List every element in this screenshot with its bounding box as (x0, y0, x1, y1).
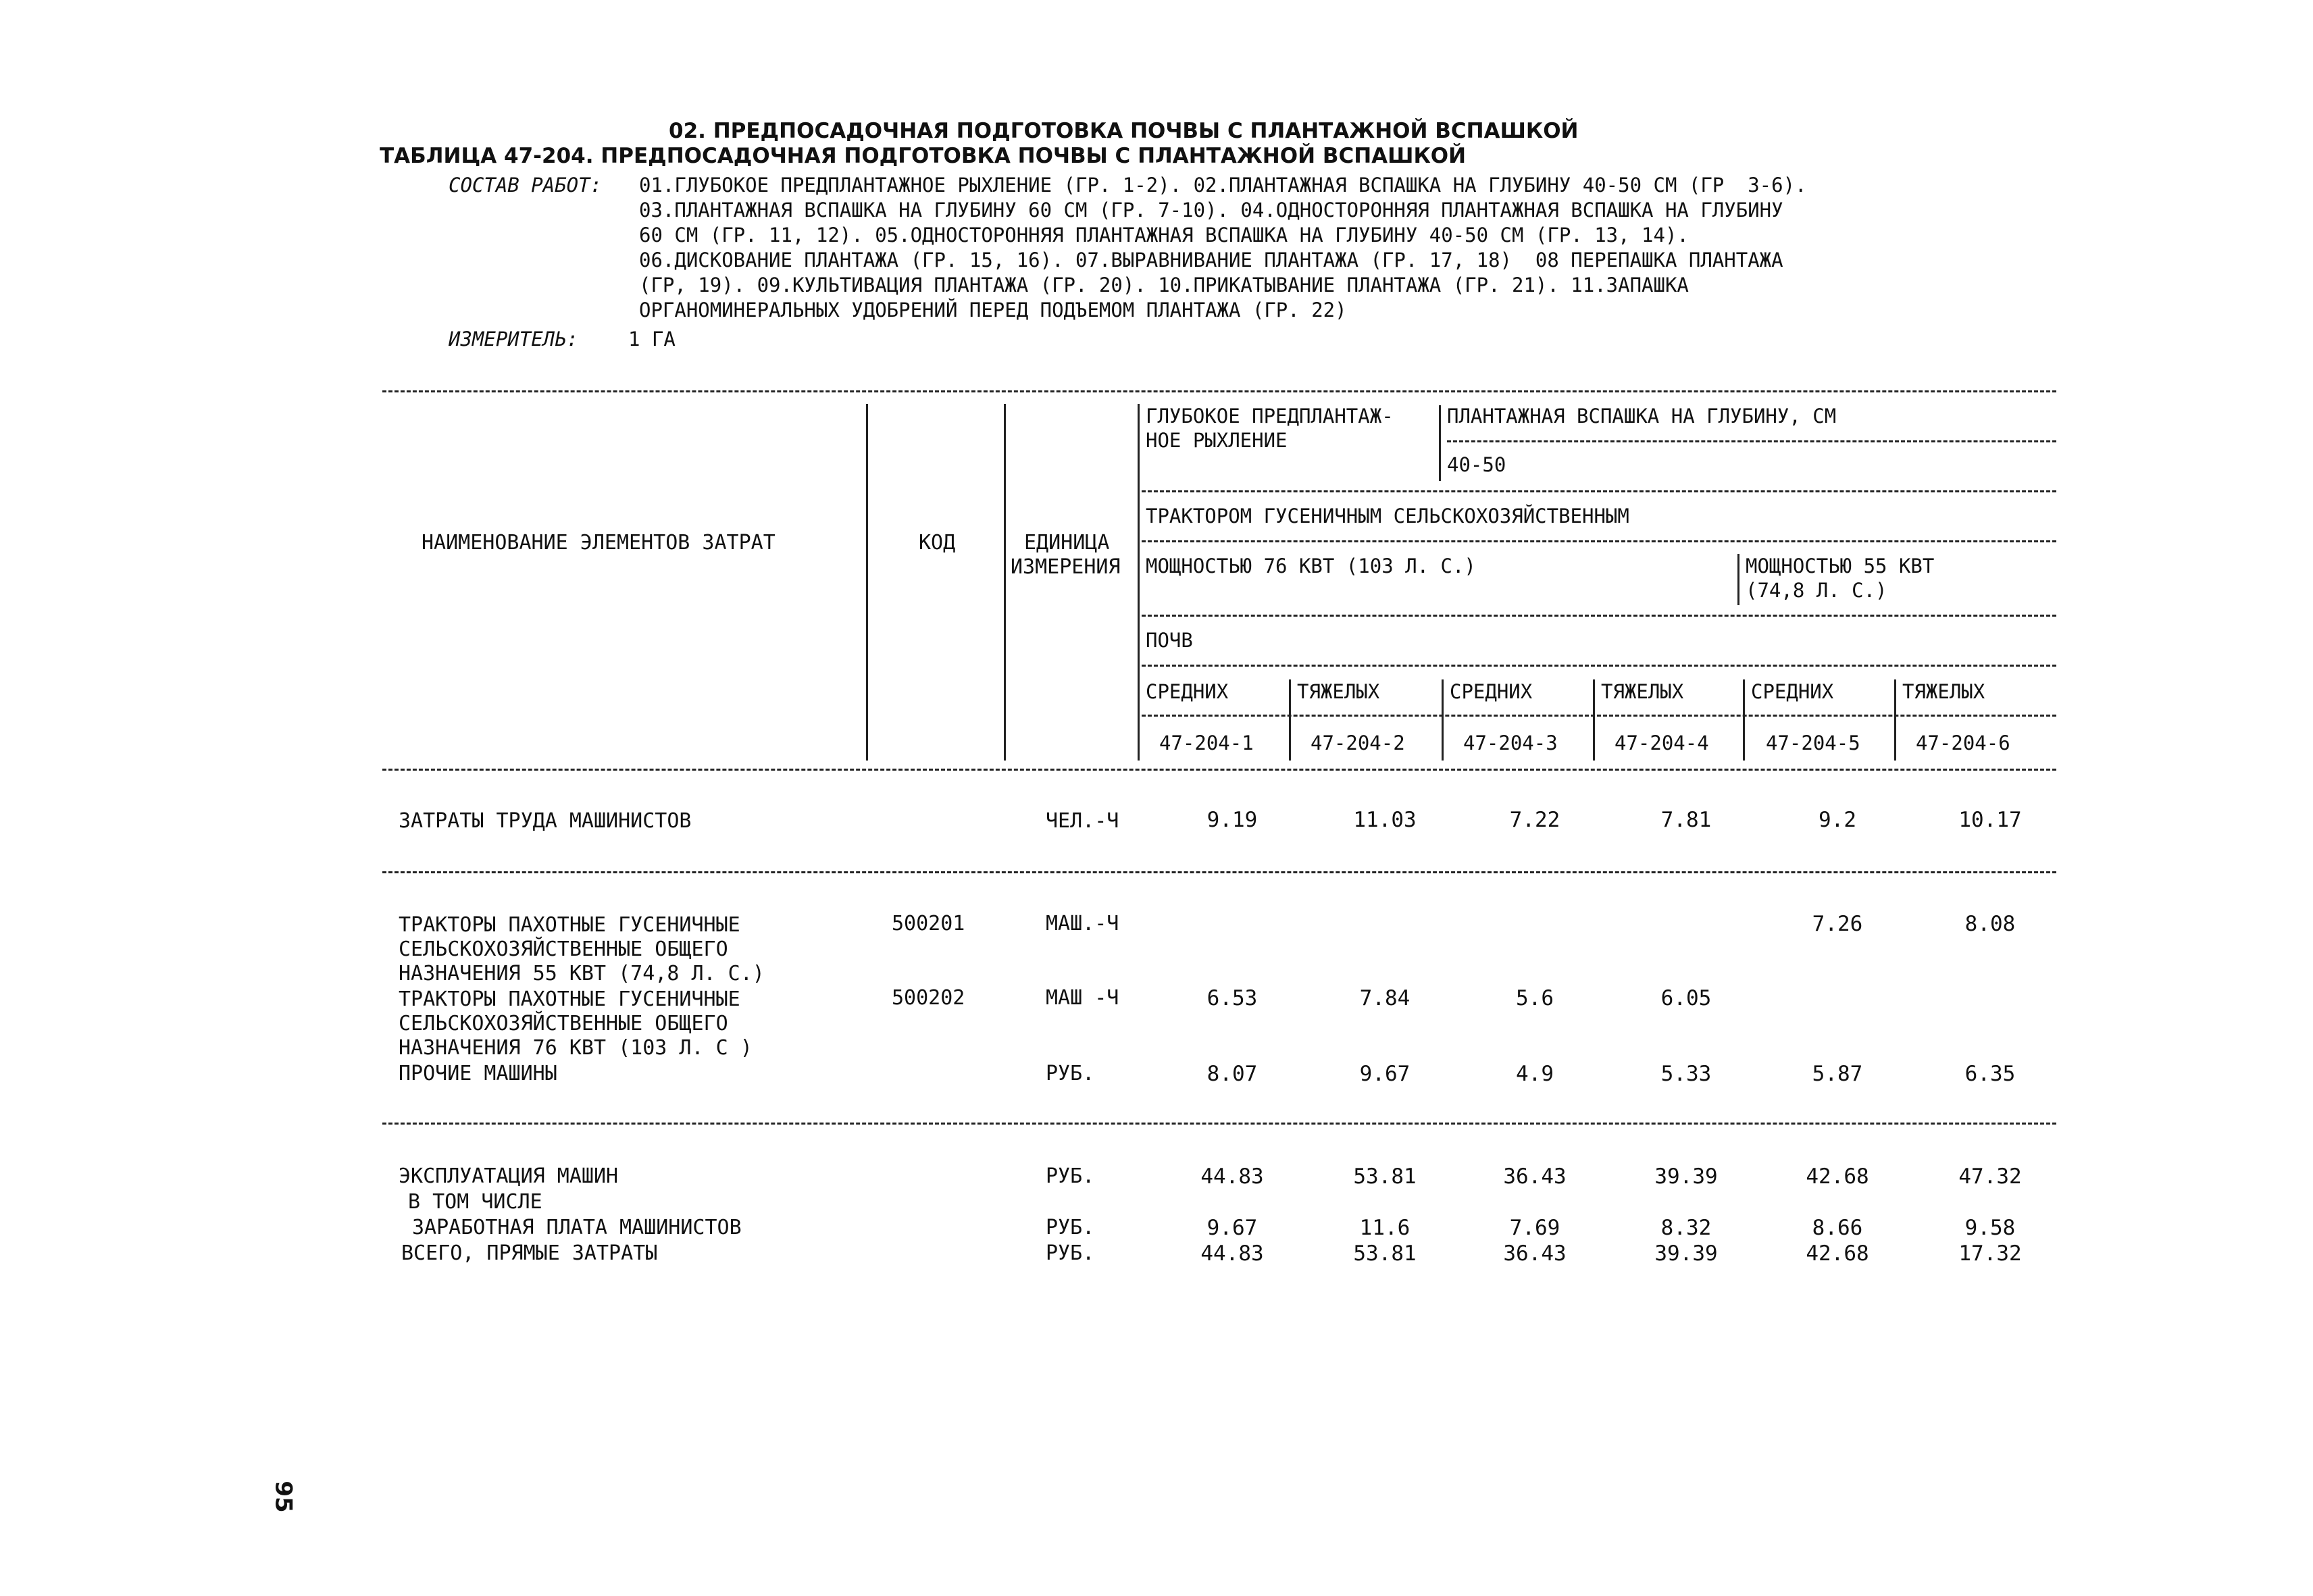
header-deep-loosening: ГЛУБОКОЕ ПРЕДПЛАНТАЖ- (1146, 405, 1394, 428)
row-exploit-unit: РУБ. (1046, 1164, 1095, 1188)
header-bottom-rule (382, 769, 2056, 771)
row-labor-name: ЗАТРАТЫ ТРУДА МАШИНИСТОВ (399, 809, 692, 833)
row-tractor76-value: 5.6 (1516, 986, 1554, 1010)
row-labor-value: 9.2 (1819, 808, 1856, 832)
header-code: 47-204-4 (1615, 731, 1709, 754)
header-code-col: КОД (919, 531, 956, 555)
header-soil-type: ТЯЖЕЛЫХ (1297, 680, 1380, 703)
row-labor-value: 11.03 (1353, 808, 1417, 832)
header-power-55: МОЩНОСТЬЮ 55 КВТ (1746, 555, 1935, 577)
row-total-unit: РУБ. (1046, 1241, 1095, 1265)
header-power-55: (74,8 Л. С.) (1746, 579, 1887, 602)
composition-line: ОРГАНОМИНЕРАЛЬНЫХ УДОБРЕНИЙ ПЕРЕД ПОДЪЕМОМ ПЛАНТАЖА (ГР. 22) (639, 299, 1347, 321)
header-soils: ПОЧВ (1146, 629, 1193, 652)
col-divider (866, 404, 868, 761)
row-other-value: 5.33 (1660, 1062, 1712, 1086)
col-divider (1004, 404, 1006, 761)
composition-line: (ГР, 19). 09.КУЛЬТИВАЦИЯ ПЛАНТАЖА (ГР. 20). 10.ПРИКАТЫВАНИЕ ПЛАНТАЖА (ГР. 21). 11.ЗАПАШКА (639, 274, 1689, 297)
header-name-col: НАИМЕНОВАНИЕ ЭЛЕМЕНТОВ ЗАТРАТ (422, 531, 776, 555)
row-wage-unit: РУБ. (1046, 1216, 1095, 1239)
row-tractor76-value: 7.84 (1359, 986, 1410, 1010)
row-tractor55-value: 8.08 (1964, 912, 2016, 936)
table-title: ТАБЛИЦА 47-204. ПРЕДПОСАДОЧНАЯ ПОДГОТОВКА ПОЧВЫ С ПЛАНТАЖНОЙ ВСПАШКОЙ (380, 144, 1467, 168)
header-rule (1142, 615, 2056, 617)
row-exploit-value: 42.68 (1806, 1164, 1869, 1189)
header-unit-col: ИЗМЕРЕНИЯ (1011, 555, 1121, 579)
row-tractor55-name: НАЗНАЧЕНИЯ 55 КВТ (74,8 Л. С.) (399, 962, 765, 985)
row-other-name: ПРОЧИЕ МАШИНЫ (399, 1062, 557, 1085)
row-other-value: 9.67 (1359, 1062, 1410, 1086)
header-code: 47-204-5 (1766, 731, 1860, 754)
header-depth: 40-50 (1447, 453, 1506, 476)
row-exploit-value: 44.83 (1200, 1164, 1264, 1189)
row-exploit-value: 53.81 (1353, 1164, 1417, 1189)
row-other-value: 4.9 (1516, 1062, 1554, 1086)
row-tractor55-name: ТРАКТОРЫ ПАХОТНЫЕ ГУСЕНИЧНЫЕ (399, 913, 740, 937)
header-rule (1142, 715, 2056, 717)
row-total-value: 17.32 (1958, 1241, 2022, 1266)
row-tractor76-name: ТРАКТОРЫ ПАХОТНЫЕ ГУСЕНИЧНЫЕ (399, 987, 740, 1011)
row-tractor55-code: 500201 (892, 912, 965, 935)
col-divider (1289, 679, 1291, 761)
header-code: 47-204-6 (1916, 731, 2010, 754)
row-tractor76-value: 6.53 (1206, 986, 1258, 1010)
row-total-value: 36.43 (1503, 1241, 1567, 1266)
row-total-value: 42.68 (1806, 1241, 1869, 1266)
col-divider (1894, 679, 1896, 761)
col-divider (1138, 404, 1140, 761)
composition-line: 06.ДИСКОВАНИЕ ПЛАНТАЖА (ГР. 15, 16). 07.ВЫРАВНИВАНИЕ ПЛАНТАЖА (ГР. 17, 18) 08 ПЕРЕПАШКА ПЛАНТАЖА (639, 249, 1783, 272)
measure-label: ИЗМЕРИТЕЛЬ: (449, 328, 579, 351)
header-code: 47-204-3 (1463, 731, 1558, 754)
row-wage-value: 8.32 (1660, 1216, 1712, 1240)
header-soil-type: СРЕДНИХ (1450, 680, 1533, 703)
row-labor-unit: ЧЕЛ.-Ч (1046, 809, 1119, 833)
row-exploit-value: 39.39 (1654, 1164, 1718, 1189)
col-divider (1743, 679, 1745, 761)
col-divider (1593, 679, 1595, 761)
header-code: 47-204-2 (1311, 731, 1405, 754)
row-total-value: 39.39 (1654, 1241, 1718, 1266)
composition-line: 03.ПЛАНТАЖНАЯ ВСПАШКА НА ГЛУБИНУ 60 СМ (ГР. 7-10). 04.ОДНОСТОРОННЯЯ ПЛАНТАЖНАЯ ВСПАШКА НА ГЛУБИНУ (639, 199, 1783, 222)
row-tractor76-value: 6.05 (1660, 986, 1712, 1010)
row-wage-value: 9.67 (1206, 1216, 1258, 1240)
row-tractor55-unit: МАШ.-Ч (1046, 912, 1119, 935)
row-wage-value: 7.69 (1509, 1216, 1560, 1240)
row-tractor55-name: СЕЛЬСКОХОЗЯЙСТВЕННЫЕ ОБЩЕГО (399, 937, 728, 961)
header-soil-type: СРЕДНИХ (1146, 680, 1229, 703)
row-tractor76-name: СЕЛЬСКОХОЗЯЙСТВЕННЫЕ ОБЩЕГО (399, 1012, 728, 1035)
header-soil-type: ТЯЖЕЛЫХ (1601, 680, 1684, 703)
header-rule (1142, 665, 2056, 667)
row-labor-value: 7.81 (1660, 808, 1712, 832)
row-wage-value: 8.66 (1812, 1216, 1863, 1240)
section-heading: 02. ПРЕДПОСАДОЧНАЯ ПОДГОТОВКА ПОЧВЫ С ПЛАНТАЖНОЙ ВСПАШКОЙ (669, 119, 1579, 143)
col-divider (1439, 405, 1441, 481)
composition-label: СОСТАВ РАБОТ: (449, 174, 602, 197)
row-other-value: 8.07 (1206, 1062, 1258, 1086)
row-wage-name: ЗАРАБОТНАЯ ПЛАТА МАШИНИСТОВ (412, 1216, 742, 1239)
row-exploit-value: 36.43 (1503, 1164, 1567, 1189)
composition-line: 60 СМ (ГР. 11, 12). 05.ОДНОСТОРОННЯЯ ПЛАНТАЖНАЯ ВСПАШКА НА ГЛУБИНУ 40-50 СМ (ГР. 13, 14). (639, 224, 1689, 247)
row-total-name: ВСЕГО, ПРЯМЫЕ ЗАТРАТЫ (401, 1241, 658, 1265)
col-divider (1442, 679, 1444, 761)
row-exploit-value: 47.32 (1958, 1164, 2022, 1189)
header-rule (1447, 440, 2056, 442)
row-other-value: 6.35 (1964, 1062, 2016, 1086)
composition-line: 01.ГЛУБОКОЕ ПРЕДПЛАНТАЖНОЕ РЫХЛЕНИЕ (ГР. 1-2). 02.ПЛАНТАЖНАЯ ВСПАШКА НА ГЛУБИНУ 40-50 СМ (ГР 3-6). (639, 174, 1807, 197)
row-other-unit: РУБ. (1046, 1062, 1095, 1085)
row-including: В ТОМ ЧИСЛЕ (408, 1190, 542, 1214)
measure-value: 1 ГА (628, 328, 676, 351)
col-divider (1737, 554, 1739, 605)
row-labor-value: 10.17 (1958, 808, 2022, 832)
header-deep-loosening: НОЕ РЫХЛЕНИЕ (1146, 429, 1288, 452)
header-code: 47-204-1 (1159, 731, 1254, 754)
header-unit-col: ЕДИНИЦА (1024, 531, 1110, 555)
header-soil-type: СРЕДНИХ (1751, 680, 1834, 703)
row-wage-value: 11.6 (1359, 1216, 1410, 1240)
row-tractor76-name: НАЗНАЧЕНИЯ 76 КВТ (103 Л. С ) (399, 1036, 753, 1060)
row-labor-value: 9.19 (1206, 808, 1258, 832)
row-total-value: 44.83 (1200, 1241, 1264, 1266)
row-total-value: 53.81 (1353, 1241, 1417, 1266)
header-soil-type: ТЯЖЕЛЫХ (1902, 680, 1985, 703)
row-tractor76-code: 500202 (892, 986, 965, 1010)
row-exploit-name: ЭКСПЛУАТАЦИЯ МАШИН (399, 1164, 619, 1188)
header-power-76: МОЩНОСТЬЮ 76 КВТ (103 Л. С.) (1146, 555, 1476, 577)
header-tractor: ТРАКТОРОМ ГУСЕНИЧНЫМ СЕЛЬСКОХОЗЯЙСТВЕННЫМ (1146, 505, 1629, 527)
header-top-rule (382, 390, 2056, 392)
row-tractor76-unit: МАШ -Ч (1046, 986, 1119, 1010)
row-other-value: 5.87 (1812, 1062, 1863, 1086)
row-labor-value: 7.22 (1509, 808, 1560, 832)
section-rule (382, 871, 2056, 873)
header-rule (1142, 490, 2056, 492)
header-plowing: ПЛАНТАЖНАЯ ВСПАШКА НА ГЛУБИНУ, СМ (1447, 405, 1837, 428)
row-wage-value: 9.58 (1964, 1216, 2016, 1240)
page-number: 95 (270, 1481, 297, 1513)
section-rule (382, 1123, 2056, 1125)
row-tractor55-value: 7.26 (1812, 912, 1863, 936)
header-rule (1142, 540, 2056, 542)
